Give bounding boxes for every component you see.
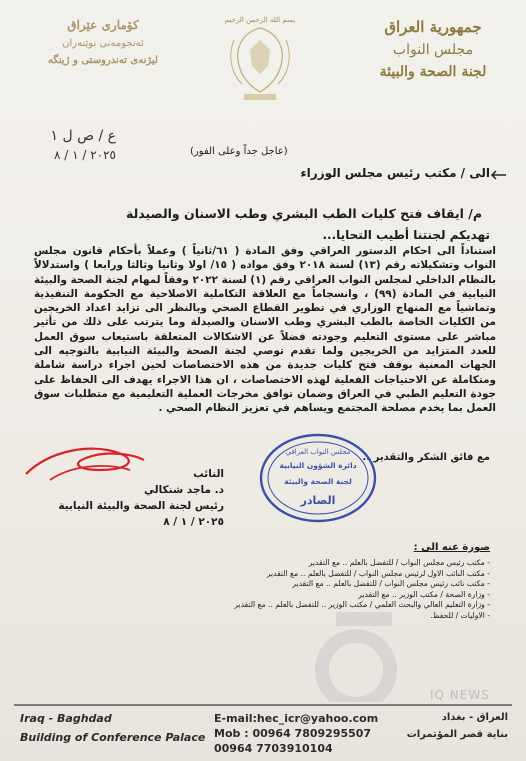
header-left-line3: لیژنەی تەندروستی و ژینگە [48,55,158,66]
official-stamp [258,432,378,524]
urgent-note: (عاجل جداً وعلى الفور) [190,146,288,157]
signer-name: د. ماجد شنكالي [144,484,224,496]
footer-email: E-mail:hec_icr@yahoo.com [214,712,379,725]
copies-item: - مكتب النائب الاول لرئيس مجلس النواب / للتفضل بالعلم .. مع التقدير [266,568,490,578]
greeting: تهديكم لجنتنا أطيب التحايا... [322,228,490,242]
signature-date: ٢٠٢٥ / ١ / ٨ [163,516,224,528]
mob-label: Mob : [214,727,249,740]
stamp-committee-text: لجنة الصحة والبيئة [284,477,352,486]
footer-phone-2: 00964 7703910104 [214,742,333,755]
header-right-line1: جمهورية العراق [384,18,482,36]
footer-building-ar: بناية قصر المؤتمرات [406,729,508,740]
reference-block [36,128,116,162]
stamp-top-text: مجلس النواب العراقي [285,448,351,456]
copies-item: - مكتب رئيس مجلس النواب / للتفضل بالعلم .. مع التقدير [308,558,490,567]
footer-address-en [20,712,205,750]
letter-body: استناداً الى احكام الدستور العراقي وفق المادة ( ٦١/ثانياً ) وعملاً بأحكام قانون مجلس النواب وتشكيلاته رقم (١٣) لسنة ٢٠١٨ وفق مواده ( ١٥/ اولا وثانيا وثالثا ورابعا ) واستدلالاً بالنظام الداخلي لمجلس النواب العراقي رقم (١) لسنة ٢٠٢٢ وفقاً لمهام لجنة الصحة والبيئة النيابية في المادة (٩٩) ، وانسجاماً مع العلاقة التكاملية الاصلاحية مع الحكومة التنفيذية وتماشياً مع المنهاج الوزاري في تطوير القطاع الصحي وبالنظر الى تزايد اعداد الخريجين من الكليات الخاصة بالطب البشري وطب الاسنان والصيدلة وما يترتب على ذلك من تأثير مباشر على مستوى التعليم وجودته فضلاً عن الاشكالات المتعلقة باستيعاب سوق العمل للعدد المتزايد من الخريجين ولما تقدم توصي لجنة الصحة والبيئة النيابية بالتوجيه الى الجهات المعنية بوقف فتح كليات جديدة من هذه الاختصاصات لحين اجراء دراسة شاملة ومتكاملة عن الاحتياجات الفعلية لهذه الاختصاصات ، ان هذا الاجراء يهدف الى الحفاظ على جودة التعليم الطبي في العراق وضمان توافق مخرجات العملية التعليمية مع متطلبات سوق العمل بما يخدم مصلحة المجتمع ويساهم في تعزيز النظام الصحي . [34,245,496,415]
footer-address-ar [407,712,508,746]
copies-item: - وزارة الصحة / مكتب الوزير .. مع التقدير [358,589,490,599]
header-right-line3: لجنة الصحة والبيئة [379,64,487,80]
signature-block [24,468,224,532]
header-right [358,18,508,80]
reference-number: ع / ص ل ١ [50,128,116,144]
emblem-caption: بسم الله الرحمن الرحيم [224,16,296,24]
footer-city-ar: العراق - بغداد [441,712,508,723]
iraq-emblem-icon [214,10,306,110]
footer-building: Building of Conference Palace [20,731,206,744]
footer-contacts [214,712,378,757]
arrow-icon [490,170,506,180]
footer-divider [14,704,512,706]
phone-1: 00964 7809295507 [252,727,372,740]
header-left [28,18,178,66]
copies-item: - الاوليات / للحفظ. [430,610,490,620]
header-left-line1: كۆماری عێراق [67,18,139,32]
copies-title: صورة عنه الى : [413,542,490,553]
watermark-text: IQ NEWS [430,688,490,702]
subject-line: م/ ايقاف فتح كليات الطب البشري وطب الاسنان والصيدلة [126,206,482,221]
recipient: الى / مكتب رئيس مجلس الوزراء [300,166,490,180]
copies-item: - وزارة التعليم العالي والبحث العلمي / مكتب الوزير .. للتفضل بالعلم .. مع التقدير [234,600,490,609]
signer-title: النائب [193,468,224,480]
header-right-line2: مجلس النواب [392,42,474,58]
closing-thanks: مع فائق الشكر والتقدير .. [362,452,490,463]
watermark-logo-icon [296,612,446,702]
copies-item: - مكتب نائب رئيس مجلس النواب / للتفضل بالعلم .. مع التقدير [292,579,490,588]
signer-position: رئيس لجنة الصحة والبيئة النيابية [58,500,224,512]
stamp-mid-text: دائرة الشؤون النيابية [279,461,357,470]
reference-date: ٢٠٢٥ / ١ / ٨ [53,148,116,162]
footer-city: Iraq - Baghdad [20,712,112,725]
footer-phone-1 [214,727,378,740]
header-left-line2: ئەنجومەنی نوێنەران [62,38,144,49]
stamp-label-text: الصادر [300,494,336,507]
